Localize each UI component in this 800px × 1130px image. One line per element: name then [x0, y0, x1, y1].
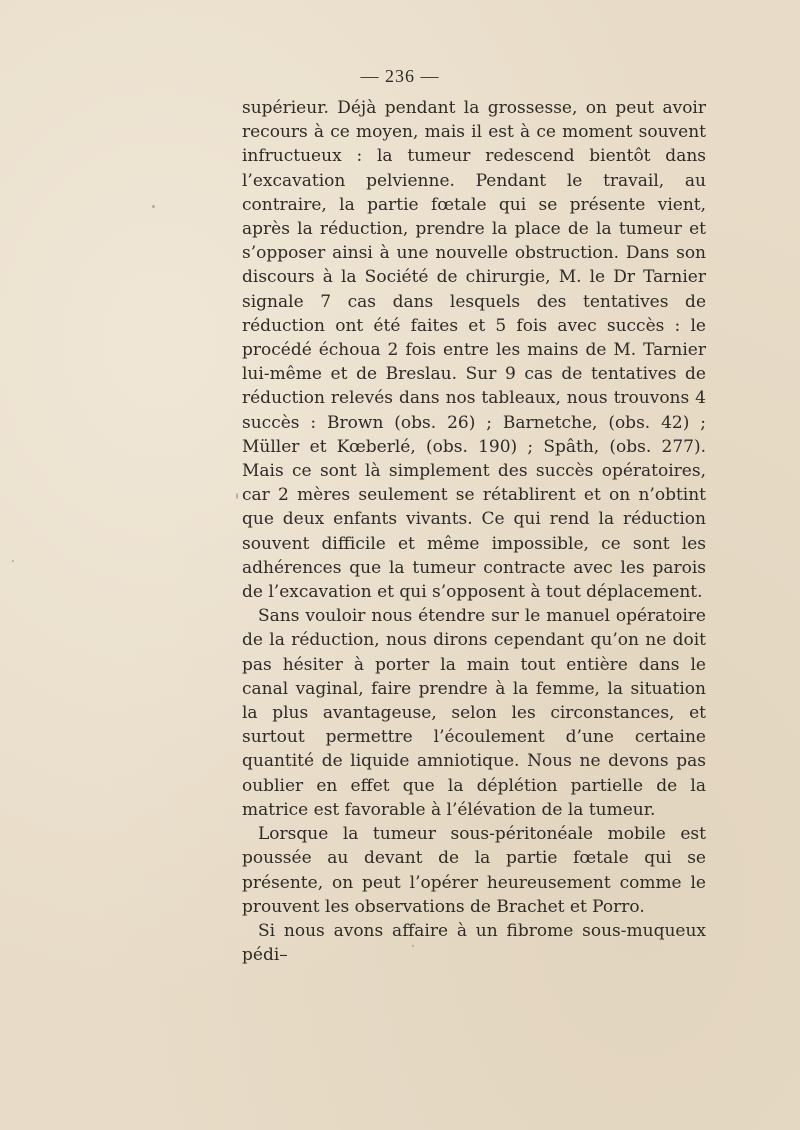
page-number: — 236 — — [360, 66, 440, 86]
paragraph-2: Sans vouloir nous étendre sur le manuel opératoire de la réduction, nous dirons cependant qu’on ne doit pas hésiter à porter la main tout entière dans le canal vaginal, faire prendre à la femme, la situation la plus avantageuse, selon les circonstances, et surtout permettre l’écoulement d’une certaine quantité de liquide amniotique. Nous ne devons pas oublier en effet que la déplétion partielle de la matrice est favorable à l’élévation de la tumeur. — [242, 606, 706, 820]
paragraph-4: Si nous avons affaire à un fibrome sous-muqueux pédi– — [242, 920, 706, 966]
paper-speck — [152, 205, 155, 208]
paper-speck — [12, 560, 14, 562]
paper-speck — [412, 945, 414, 947]
body-text — [242, 96, 706, 967]
paper-speck — [236, 493, 238, 499]
paragraph-3: Lorsque la tumeur sous-péritonéale mobile est poussée au devant de la partie fœtale qui se présente, on peut l’opérer heureusement comme le prouvent les observations de Brachet et Porro. — [242, 824, 706, 917]
paragraph-1: supérieur. Déjà pendant la grossesse, on peut avoir recours à ce moyen, mais il est à ce moment souvent infructueux : la tumeur redescend bientôt dans l’excavation pelvienne. Pendant le travail, au contraire, la partie fœtale qui se présente vient, après la réduction, prendre la place de la tumeur et s’opposer ainsi à une nouvelle obstruction. Dans son discours à la Société de chirurgie, M. le Dr Tarnier signale 7 cas dans lesquels des tentatives de réduction ont été faites et 5 fois avec succès : le procédé échoua 2 fois entre les mains de M. Tarnier lui-même et de Breslau. Sur 9 cas de tentatives de réduction relevés dans nos tableaux, nous trouvons 4 succès : Brown (obs. 26) ; Barnetche, (obs. 42) ; Müller et Kœberlé, (obs. 190) ; Spâth, (obs. 277). Mais ce sont là simplement des succès opératoires, car 2 mères seulement se rétablirent et on n’obtint que deux enfants vivants. Ce qui rend la réduction souvent difficile et même impossible, ce sont les adhérences que la tumeur contracte avec les parois de l’excavation et qui s’opposent à tout déplacement. — [242, 98, 706, 603]
